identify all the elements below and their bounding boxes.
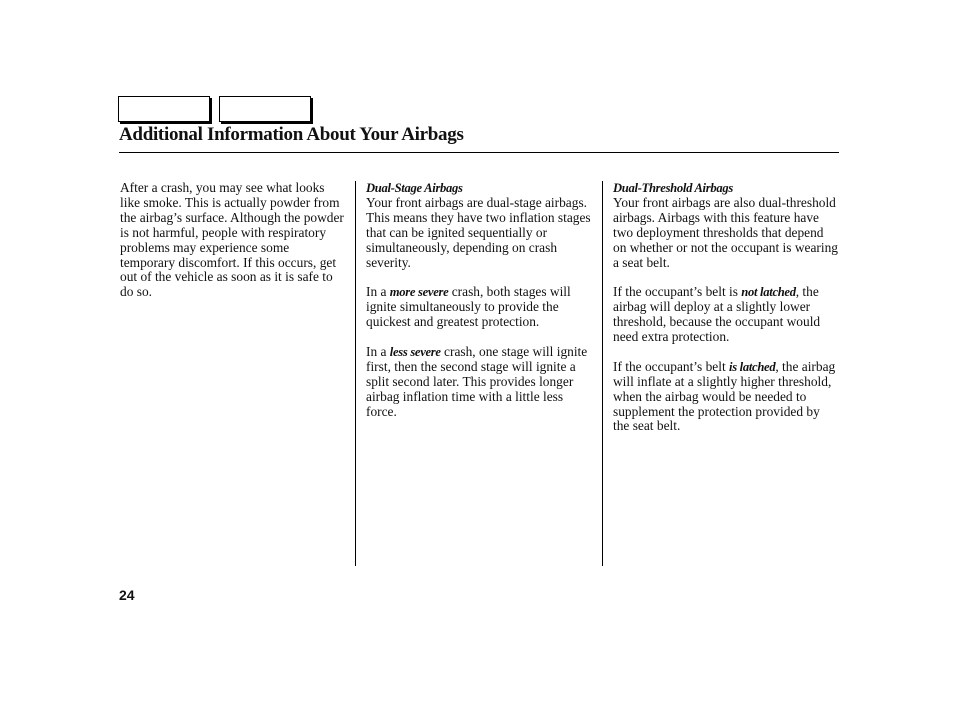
paragraph — [366, 285, 592, 330]
column-smoke-powder — [120, 181, 346, 315]
text: crash, one stage will ignite first, then the second stage will ignite a split second later. This provides longer airbag inflation time with a little less force. — [366, 343, 588, 419]
main-menu-button[interactable] — [118, 96, 210, 122]
paragraph: Your front airbags are dual-stage airbags. This means they have two inflation stages that can be ignited sequentially or simultaneously, depending on crash severity. — [366, 194, 591, 270]
text: crash, both stages will ignite simultaneously to provide the quickest and greatest protection. — [366, 284, 571, 330]
emphasis-text: less severe — [389, 344, 441, 359]
text: In a — [366, 284, 390, 300]
column-dual-threshold — [613, 181, 839, 449]
text: , the airbag will deploy at a slightly lower threshold, because the occupant would need extra protection. — [613, 284, 821, 345]
column-dual-stage — [366, 181, 592, 434]
page-number: 24 — [119, 587, 135, 603]
section-heading: Dual-Threshold Airbags — [613, 181, 733, 195]
paragraph — [613, 360, 839, 435]
emphasis-text: more severe — [389, 285, 449, 300]
paragraph: After a crash, you may see what looks like smoke. This is actually powder from the airbag’s surface. Although the powder is not harmful, people with respiratory problems may experience some temporary discomfort. If this occurs, get out of the vehicle as soon as it is safe to do so. — [120, 180, 344, 300]
text: If the occupant’s belt — [613, 358, 730, 374]
text: , the airbag will inflate at a slightly higher threshold, when the airbag would be needed to supplement the protection provided by the seat belt. — [613, 358, 836, 434]
emphasis-text: is latched — [729, 359, 776, 374]
page-title: Additional Information About Your Airbags — [119, 124, 464, 145]
text: If the occupant’s belt is — [613, 284, 742, 300]
paragraph: Your front airbags are also dual-threshold airbags. Airbags with this feature have two deployment thresholds that depend on whether or not the occupant is wearing a seat belt. — [613, 194, 838, 270]
title-divider — [119, 152, 839, 153]
text: In a — [366, 343, 390, 359]
emphasis-text: not latched — [741, 285, 796, 300]
paragraph — [613, 285, 839, 345]
column-divider — [355, 181, 356, 566]
column-divider — [602, 181, 603, 566]
paragraph — [366, 345, 592, 420]
section-heading: Dual-Stage Airbags — [366, 181, 463, 195]
table-of-contents-button[interactable] — [219, 96, 311, 122]
